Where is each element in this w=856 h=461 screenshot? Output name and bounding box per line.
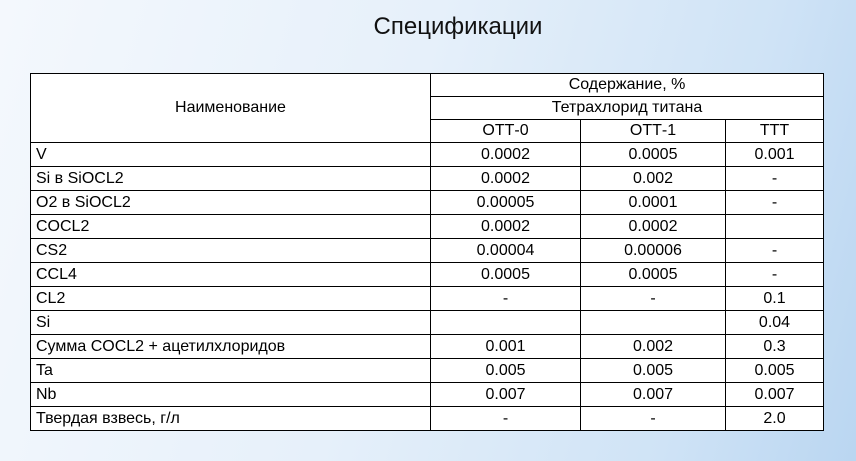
row-name-cell: Nb [31, 383, 431, 407]
table-row [31, 383, 824, 407]
row-name-cell: Ta [31, 359, 431, 383]
table-row [31, 167, 824, 191]
value-cell: 0.1 [726, 287, 824, 311]
row-name-cell: COCL2 [31, 215, 431, 239]
row-name-cell: Твердая взвесь, г/л [31, 407, 431, 431]
value-cell: 0.0005 [431, 263, 581, 287]
table-body [31, 143, 824, 431]
table-row [31, 335, 824, 359]
grade-header: ТТТ [726, 120, 824, 143]
table-row [31, 239, 824, 263]
value-cell: 0.00005 [431, 191, 581, 215]
table-row [31, 263, 824, 287]
value-cell: 0.005 [581, 359, 726, 383]
value-cell: 0.0002 [431, 215, 581, 239]
value-cell: - [726, 191, 824, 215]
value-cell: - [581, 287, 726, 311]
row-name-cell: CL2 [31, 287, 431, 311]
value-cell: 0.007 [726, 383, 824, 407]
value-cell: 0.002 [581, 167, 726, 191]
value-cell [581, 311, 726, 335]
value-cell: 0.002 [581, 335, 726, 359]
value-cell: - [726, 263, 824, 287]
row-name-cell: Si [31, 311, 431, 335]
row-name-cell: O2 в SiOCL2 [31, 191, 431, 215]
value-cell: 2.0 [726, 407, 824, 431]
value-cell: 0.3 [726, 335, 824, 359]
content-header: Содержание, % [431, 74, 824, 97]
value-cell: 0.005 [431, 359, 581, 383]
value-cell: 0.0001 [581, 191, 726, 215]
row-name-cell: V [31, 143, 431, 167]
value-cell: 0.001 [431, 335, 581, 359]
value-cell: - [431, 407, 581, 431]
value-cell: 0.0002 [581, 215, 726, 239]
value-cell: 0.0002 [431, 167, 581, 191]
table-row [31, 287, 824, 311]
value-cell: 0.001 [726, 143, 824, 167]
row-name-cell: CCL4 [31, 263, 431, 287]
value-cell: - [581, 407, 726, 431]
table-row [31, 359, 824, 383]
value-cell: - [726, 239, 824, 263]
value-cell: - [726, 167, 824, 191]
table-row [31, 143, 824, 167]
specifications-table [30, 73, 824, 431]
table-row [31, 215, 824, 239]
name-column-header: Наименование [31, 74, 431, 143]
value-cell: 0.007 [581, 383, 726, 407]
product-header: Тетрахлорид титана [431, 97, 824, 120]
value-cell: 0.04 [726, 311, 824, 335]
value-cell: 0.0002 [431, 143, 581, 167]
value-cell: 0.00004 [431, 239, 581, 263]
value-cell: 0.0005 [581, 263, 726, 287]
value-cell: 0.007 [431, 383, 581, 407]
value-cell: 0.0005 [581, 143, 726, 167]
grade-header: ОТТ-1 [581, 120, 726, 143]
value-cell [431, 311, 581, 335]
value-cell: 0.00006 [581, 239, 726, 263]
row-name-cell: Si в SiOCL2 [31, 167, 431, 191]
table-row [31, 407, 824, 431]
table-row [31, 191, 824, 215]
value-cell: 0.005 [726, 359, 824, 383]
row-name-cell: Сумма COCL2 + ацетилхлоридов [31, 335, 431, 359]
row-name-cell: CS2 [31, 239, 431, 263]
value-cell [726, 215, 824, 239]
page-title: Спецификации [373, 13, 543, 40]
grade-header: ОТТ-0 [431, 120, 581, 143]
table-header-row [31, 74, 824, 97]
value-cell: - [431, 287, 581, 311]
table-row [31, 311, 824, 335]
